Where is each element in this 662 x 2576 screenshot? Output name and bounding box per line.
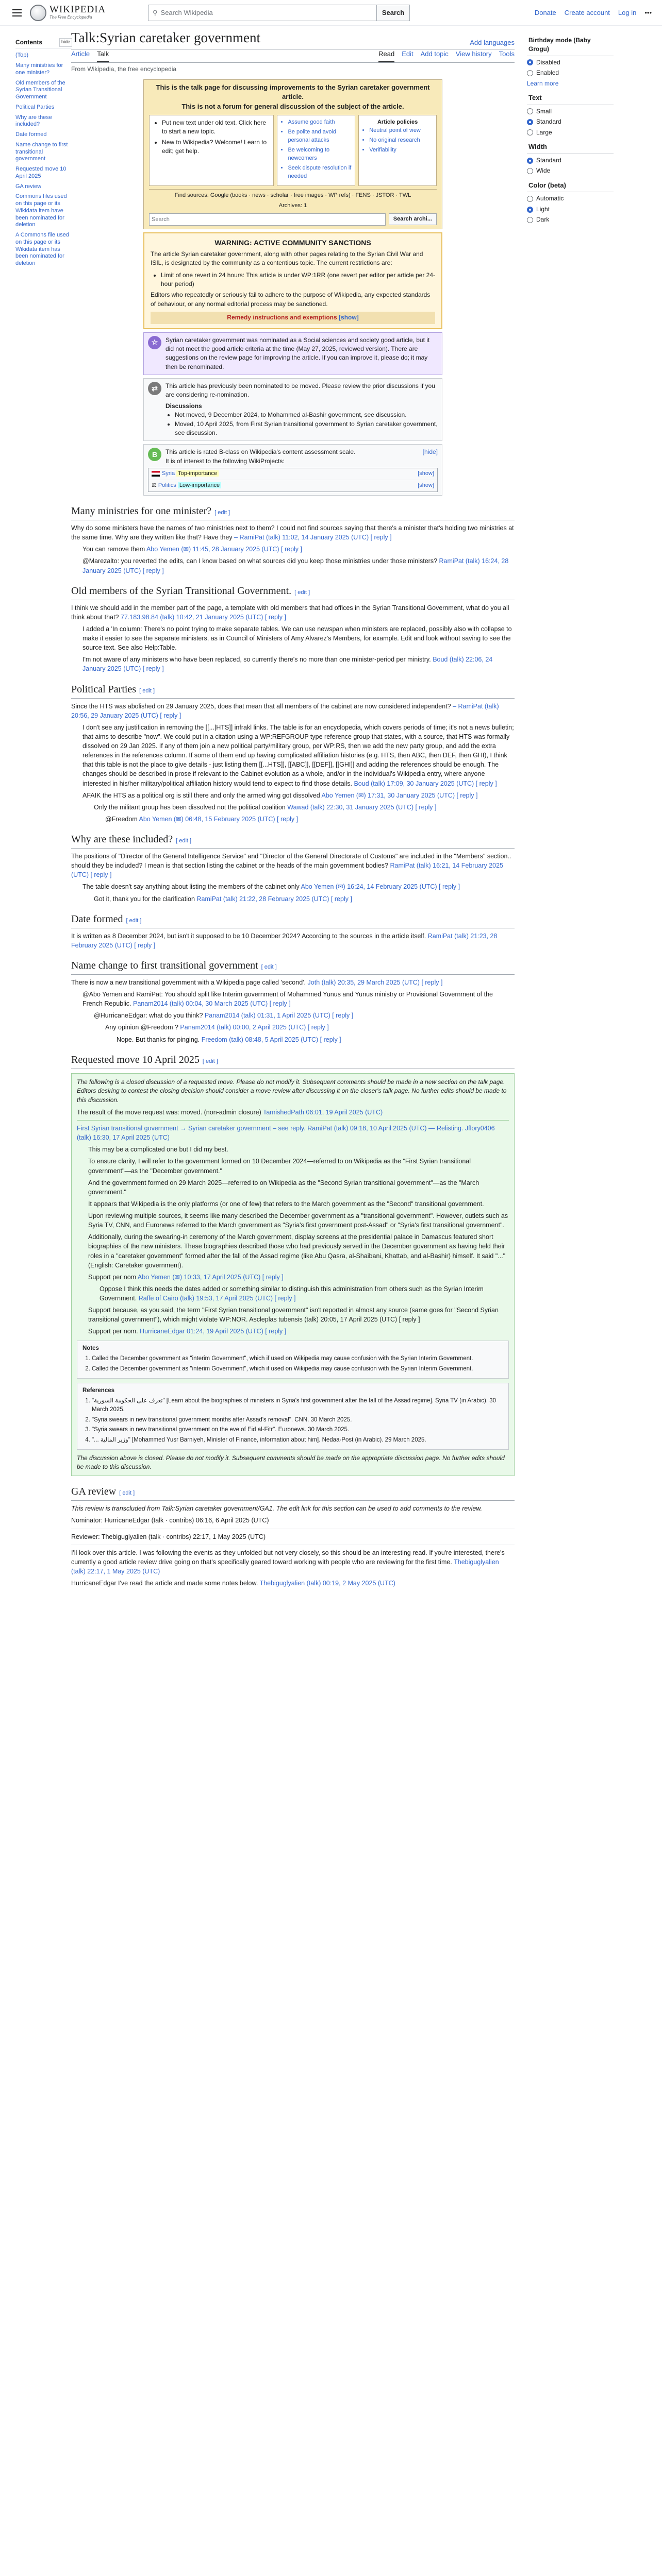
section-heading: Why are these included? [ edit ] <box>71 832 515 849</box>
comment: Nope. But thanks for pinging. Freedom (talk) 08:48, 5 April 2025 (UTC) [ reply ] <box>117 1036 341 1043</box>
comment: I'm not aware of any ministers who have been replaced, so currently there's no more than one minister-period per ministry. Boud (talk) 22:06, 24 January 2025 (UTC) [ reply ] <box>82 656 493 673</box>
toc-item[interactable]: Name change to first transitional government <box>15 141 68 162</box>
section-edit-link[interactable]: [ edit ] <box>202 1058 218 1064</box>
tab-tools[interactable]: Tools <box>499 50 515 58</box>
comment: Upon reviewing multiple sources, it seems like many described the December government as a "transitional government". However, outlets such as Syria TV, CNN, and Euronews referred to the March government as "Syria's first government post-Assad" or "Syria's first transitional government". <box>88 1212 508 1229</box>
comment-signature[interactable]: Abo Yemen (✉) 11:45, 28 January 2025 (UTC) [ reply ] <box>146 546 303 553</box>
toc-item[interactable]: Many ministries for one minister? <box>15 62 63 76</box>
comment: Why do some ministers have the names of two ministries next to them? I could not find sources saying that there's a minister that's holding two ministries at the same time. Why are they written like that? Have they – RamiPat (talk) 11:02, 14 January 2025 (UTC) [ reply ] <box>71 524 514 541</box>
archive-search-button[interactable]: Search archi... <box>389 213 437 226</box>
comment-signature[interactable]: RamiPat (talk) 16:21, 14 February 2025 (UTC) [ reply ] <box>71 862 504 879</box>
section-edit-link[interactable]: [ edit ] <box>119 1490 135 1497</box>
toc-item[interactable]: (Top) <box>15 52 29 59</box>
comment-signature[interactable]: Abo Yemen (✉) 10:33, 17 April 2025 (UTC) [ reply ] <box>137 1273 284 1281</box>
toc-item[interactable]: Political Parties <box>15 104 55 110</box>
page-subtitle: From Wikipedia, the free encyclopedia <box>71 65 177 73</box>
sanctions-box <box>143 232 442 329</box>
color-option[interactable]: Automatic <box>527 194 614 203</box>
birthday-option[interactable]: Disabled <box>527 58 614 67</box>
comment-signature[interactable]: RamiPat (talk) 21:22, 28 February 2025 (UTC) [ reply ] <box>196 895 352 903</box>
comment: It appears that Wikipedia is the only platforms (or one of few) that refers to the March government as the "Second" transitional government. <box>88 1200 484 1208</box>
comment-signature[interactable]: Abo Yemen (✉) 16:24, 14 February 2025 (UTC) [ reply ] <box>301 883 460 891</box>
reference-item[interactable]: 4. "... وزير المالية" [Mohammed Yusr Barniyeh, Minister of Finance, information about him]. Nedaa-Post (in Arabic). 29 March 2025. <box>92 1436 503 1445</box>
radio-icon <box>527 59 533 65</box>
comment: To ensure clarity, I will refer to the government formed on 10 December 2024—referred to on Wikipedia as the "First Syrian transitional government"—as the "December government." <box>88 1158 471 1175</box>
comment: The table doesn't say anything about listing the members of the cabinet only Abo Yemen (✉) 16:24, 14 February 2025 (UTC) [ reply ] <box>82 883 460 891</box>
main-menu-icon[interactable] <box>8 4 26 22</box>
toc-hide-button[interactable]: hide <box>59 38 72 47</box>
comment: HurricaneEdgar I've read the article and made some notes below. Thebiguglyalien (talk) 00:19, 2 May 2025 (UTC) <box>71 1580 395 1587</box>
search-button[interactable]: Search <box>377 5 410 21</box>
policy-item[interactable]: • Verifiability <box>369 146 433 155</box>
page-title-bar <box>71 27 515 49</box>
section-heading: Date formed [ edit ] <box>71 912 515 928</box>
color-option[interactable]: Light <box>527 205 614 214</box>
talk-header-guidance <box>149 115 274 186</box>
section-edit-link[interactable]: [ edit ] <box>294 589 310 596</box>
note-item: 2. Called the December government as "interim Government", which if used on Wikipedia may cause confusion with the Syrian Interim Government. <box>92 1365 503 1374</box>
new-topic-hint[interactable]: • Put new text under old text. Click here to start a new topic. <box>162 118 268 137</box>
tab-add-topic[interactable]: Add topic <box>420 50 449 58</box>
talk-header-title: This is the talk page for discussing improvements to the Syrian caretaker government article. This is not a forum for general discussion of the subject of the article. <box>156 83 430 111</box>
comment-signature[interactable]: HurricaneEdgar 01:24, 19 April 2025 (UTC) [ reply ] <box>140 1328 287 1335</box>
etiquette-item[interactable]: • Assume good faith <box>288 118 352 127</box>
section-edit-link[interactable]: [ edit ] <box>126 917 142 924</box>
section-heading: Old members of the Syrian Transitional Government. [ edit ] <box>71 584 515 600</box>
comment: Additionally, during the swearing-in ceremony of the March government, display screens at the presidential palace in Damascus featured short biographies of the new ministers. These biographies described those who had previously served in the December government as having held their roles in a "caretaker government" formed after the fall of the Assad regime (like Abu Qasra, al-Shaibani, Khattab, and al-Bashir) himself. It said "..." (English: Caretaker government). <box>88 1233 506 1269</box>
section-heading: Requested move 10 April 2025 [ edit ] <box>71 1053 515 1069</box>
comment: Only the militant group has been dissolved not the political coalition Wawad (talk) 22:30, 31 January 2025 (UTC) [ reply ] <box>94 803 437 811</box>
comment-signature[interactable]: Wawad (talk) 22:30, 31 January 2025 (UTC) [ reply ] <box>287 803 437 811</box>
page-title: Talk:Syrian caretaker government <box>71 30 260 45</box>
comment-signature[interactable]: RamiPat (talk) 21:23, 28 February 2025 (UTC) [ reply ] <box>71 932 498 949</box>
tab-read[interactable]: Read <box>378 49 394 62</box>
toc-item[interactable]: Requested move 10 April 2025 <box>15 166 67 179</box>
text-size-option[interactable]: Large <box>527 128 614 137</box>
section-heading: Political Parties [ edit ] <box>71 682 515 699</box>
comment: I'll look over this article. I was following the events as they unfolded but not very closely, so this should be an interesting read. If you're interested, there's currently a good article review drive going on that's specifically geared toward working with people who are reviewing for the first time. Thebiguglyalien (talk) 22:17, 1 May 2025 (UTC) <box>71 1549 505 1575</box>
tab-edit[interactable]: Edit <box>402 50 413 58</box>
comment: @Marezalto: you reverted the edits, can I know based on what sources did you keep those ministries under those ministers? RamiPat (talk) 16:24, 28 January 2025 (UTC) [ reply ] <box>82 557 509 574</box>
main-content <box>71 27 515 1590</box>
comment-signature[interactable]: Panam2014 (talk) 01:31, 1 April 2025 (UTC) [ reply ] <box>204 1012 354 1020</box>
move-proposal: First Syrian transitional government → Syrian caretaker government – see reply. RamiPat (talk) 09:18, 10 April 2025 (UTC) — Relisting. Jflory0406 (talk) 16:30, 17 April 2025 (UTC) <box>77 1125 495 1142</box>
tab-talk[interactable]: Talk <box>97 49 109 62</box>
comment: Oppose I think this needs the dates added or something similar to distinguish this administration from others such as the Syrian Interim Government. Raffe of Cairo (talk) 19:53, 17 April 2025 (UTC) [ reply ] <box>100 1285 484 1302</box>
reference-item[interactable]: 1. "تعرف على الحكومة السورية" [Learn about the biographies of ministers in Syria's first government after the fall of the Assad regime]. Syria TV (in Arabic). 30 March 2025. <box>92 1397 503 1414</box>
policy-item[interactable]: • No original research <box>369 137 433 145</box>
sanctions-note: Editors who repeatedly or seriously fail to adhere to the purpose of Wikipedia, any expected standards of behaviour, or any normal editorial process may be sanctioned. <box>151 291 431 308</box>
comment: @HurricaneEdgar: what do you think? Panam2014 (talk) 01:31, 1 April 2025 (UTC) [ reply ] <box>94 1012 354 1020</box>
text-size-option[interactable]: Small <box>527 107 614 116</box>
section-heading: Many ministries for one minister? [ edit ] <box>71 504 515 520</box>
comment: Support per nom Abo Yemen (✉) 10:33, 17 April 2025 (UTC) [ reply ] <box>88 1273 284 1281</box>
remedy-toggle[interactable]: Remedy instructions and exemptions [show] <box>151 312 435 324</box>
section-edit-link[interactable]: [ edit ] <box>261 963 277 970</box>
comment: It is written as 8 December 2024, but isn't it supposed to be 10 December 2024? According to the sources in the article itself. RamiPat (talk) 21:23, 28 February 2025 (UTC) [ reply ] <box>71 932 498 949</box>
sanctions-intro: The article Syrian caretaker government, along with other pages relating to the Syrian Civil War and ISIL, is designated by the community as a contentious topic. The current restrictions are: <box>151 250 423 267</box>
width-option[interactable]: Wide <box>527 166 614 175</box>
previous-moves-box: ⇄ This article has previously been nominated to be moved. Please review the prior discussions if you are considering re-nomination. Discussions • Not moved, 9 December 2024, to Mohammed al-Bashir government, see discussion. • Moved, 10 April 2025, from First Syrian transitional government to Syrian caretaker government, see discussion. <box>143 378 442 441</box>
comment: Support per nom. HurricaneEdgar 01:24, 19 April 2025 (UTC) [ reply ] <box>88 1328 287 1335</box>
comment: Got it, thank you for the clarification RamiPat (talk) 21:22, 28 February 2025 (UTC) [ reply ] <box>94 895 352 903</box>
policy-item[interactable]: • Neutral point of view <box>369 127 433 135</box>
archive-search <box>149 213 437 226</box>
rating-hide-button[interactable]: [hide] <box>422 448 438 456</box>
comment-signature[interactable]: Abo Yemen (✉) 06:48, 15 February 2025 (UTC) [ reply ] <box>139 815 299 823</box>
talk-header-box <box>143 79 442 229</box>
wikiproject-row: ⚖ Politics Low-importance [show] <box>148 480 437 492</box>
rating-box: B This article is rated B-class on Wikipedia's content assessment scale. It is of interest to the following WikiProjects: [hide] Syria Top-importance [show] ⚖ Politics Low-importance [show] <box>143 444 442 496</box>
section-edit-link[interactable]: [ edit ] <box>139 687 155 694</box>
wikipedia-logo[interactable] <box>30 5 106 21</box>
personal-tools <box>535 8 652 18</box>
talk-header-etiquette <box>277 115 355 186</box>
note-item: 1. Called the December government as "interim Government", which if used on Wikipedia may cause confusion with the Syrian Interim Government. <box>92 1354 503 1363</box>
comment-signature[interactable]: – RamiPat (talk) 11:02, 14 January 2025 (UTC) [ reply ] <box>234 534 392 541</box>
wikiproject-show-button[interactable]: [show] <box>418 482 434 489</box>
comment: You can remove them Abo Yemen (✉) 11:45, 28 January 2025 (UTC) [ reply ] <box>82 546 303 553</box>
archive-search-input[interactable]: Search <box>149 213 386 226</box>
color-title: Color (beta) <box>527 181 614 193</box>
talk-header-policies: Article policies • Neutral point of view • No original research • Verifiability <box>358 115 437 186</box>
comment-signature[interactable]: – RamiPat (talk) 20:56, 29 January 2025 (UTC) [ reply ] <box>71 702 499 719</box>
wikiproject-show-button[interactable]: [show] <box>418 470 434 477</box>
comment-signature[interactable]: Abo Yemen (✉) 17:31, 30 January 2025 (UTC) [ reply ] <box>321 791 478 799</box>
donate-link[interactable]: Donate <box>534 9 556 16</box>
b-class-icon: B <box>148 448 161 461</box>
section-heading: GA review [ edit ] <box>71 1484 515 1501</box>
section-edit-link[interactable]: [ edit ] <box>214 510 230 516</box>
comment: I don't see any justification in removing the [[...|HTS]] infrakl links. The table is for an encyclopedia, which covers periods of time; it's not a news bulletin; that aims to describe "now". We could put in a citation using a WP:REFGROUP type reference group that states, with a source, that HTS was formally dissolved on 29 Jan 2025. If any of them join a new political party/military group, per WP:RS, then we add the new party group, and add the extra references in the references column. If some of them end up having complicated affiliation histories (e.g. HTS, then ABC, then DEF, then GHI), I think that this table is not the place to give details - just listing them [[...HTS]], [[ABC]], [[DEF]], [[GHI]] and adding the references should be enough. The changes should be described in prose if relevant to the Cabinet evolution as a whole, and/or in the individual's Wikipedia entry, where anyone interested in his/her military/political affiliation history would tend to expect to find those details. Boud (talk) 17:09, 30 January 2025 (UTC) [ reply ] <box>82 723 514 787</box>
closed-footer: The discussion above is closed. Please do not modify it. Subsequent comments should be made on the appropriate discussion page. No further edits should be made to this discussion. <box>77 1454 505 1470</box>
move-entry: • Moved, 10 April 2025, from First Syrian transitional government to Syrian caretaker government, see discussion. <box>175 420 438 438</box>
toc-header: Contents hide <box>15 38 72 49</box>
toc-item[interactable]: Why are these included? <box>15 114 52 128</box>
comment: Since the HTS was abolished on 29 January 2025, does that mean that all members of the cabinet are now considered independent? – RamiPat (talk) 20:56, 29 January 2025 (UTC) [ reply ] <box>71 702 499 719</box>
comment: Any opinion @Freedom ? Panam2014 (talk) 00:00, 2 April 2025 (UTC) [ reply ] <box>105 1024 329 1031</box>
reference-item[interactable]: 2. "Syria swears in new transitional government months after Assad's removal". CNN. 30 March 2025. <box>92 1416 503 1425</box>
politics-icon: ⚖ <box>152 482 158 489</box>
comment: There is now a new transitional government with a Wikipedia page called 'second'. Joth (talk) 20:35, 29 March 2025 (UTC) [ reply ] <box>71 978 443 986</box>
text-size-option[interactable]: Standard <box>527 117 614 126</box>
toc-item[interactable]: Old members of the Syrian Transitional Government <box>15 79 65 100</box>
welcome-hint[interactable]: • New to Wikipedia? Welcome! Learn to edit; get help. <box>162 138 268 156</box>
move-entry: • Not moved, 9 December 2024, to Mohammed al-Bashir government, see discussion. <box>175 411 438 419</box>
width-option[interactable]: Standard <box>527 156 614 165</box>
site-header <box>0 0 662 26</box>
comment: AFAIK the HTS as a political org is still there and only the armed wing got dissolved Abo Yemen (✉) 17:31, 30 January 2025 (UTC) [ reply ] <box>82 791 478 799</box>
comment: I added a 'In column: There's no point trying to make separate tables. We can use newspan when ministers are replaced, possibly also with collapse to make it easier to see the separate ministers, as in Council of Ministers of Amy Alvarez's Members, for example. Edit and look without saving to see the source text. See also Help:Table. <box>82 625 512 652</box>
ga-nominated-box: ☆ Syrian caretaker government was nominated as a Social sciences and society good article, but it did not meet the good article criteria at the time (May 27, 2025, reviewed version). There are suggestions on the review page for improving the article. If you can improve it, please do; it may then be renominated. <box>143 332 442 376</box>
ga-intro: This review is transcluded from Talk:Syrian caretaker government/GA1. The edit link for this section can be used to add comments to the review. <box>71 1505 483 1513</box>
archives-link[interactable]: Archives: 1 <box>278 202 307 209</box>
create-account-link[interactable]: Create account <box>564 9 610 16</box>
syria-flag-icon <box>152 471 160 477</box>
birthday-title: Birthday mode (Baby Grogu) <box>527 36 614 56</box>
etiquette-item[interactable]: • Seek dispute resolution if needed <box>288 164 352 181</box>
width-title: Width <box>527 142 614 154</box>
radio-icon <box>527 108 533 114</box>
wordmark: WIKIPEDIA <box>49 4 106 15</box>
login-link[interactable]: Log in <box>618 9 637 16</box>
tab-article[interactable]: Article <box>71 50 90 58</box>
move-result: The result of the move request was: moved. (non-admin closure) TarnishedPath 06:01, 19 April 2025 (UTC) <box>77 1108 383 1116</box>
ga-icon: ☆ <box>148 336 161 349</box>
toc-item[interactable]: GA review <box>15 183 42 190</box>
comment: And the government formed on 29 March 2025—referred to on Wikipedia as the "Second Syrian transitional government"—as the "March government." <box>88 1179 479 1196</box>
toc-item[interactable]: A Commons file used on this page or its Wikidata item has been nominated for deletion <box>15 232 69 267</box>
more-icon[interactable]: ••• <box>644 9 652 16</box>
etiquette-item[interactable]: • Be welcoming to newcomers <box>288 146 352 163</box>
comment: The positions of "Director of the General Intelligence Service" and "Director of the General Directorate of Customs" are included in the "Members" section.. should they be included? I mean is that section listing the cabinet or the heads of the main government bodies? RamiPat (talk) 16:21, 14 February 2025 (UTC) [ reply ] <box>71 853 511 879</box>
radio-icon <box>527 119 533 125</box>
comment-signature[interactable]: 77.183.98.84 (talk) 10:42, 21 January 2025 (UTC) [ reply ] <box>120 613 286 621</box>
comment: @Abo Yemen and RamiPat: You should split like Interim government of Mohammed Yunus and Yunus ministry or Provisional Government of the French Republic. Panam2014 (talk) 00:04, 30 March 2025 (UTC) [ reply ] <box>82 991 493 1008</box>
etiquette-item[interactable]: • Be polite and avoid personal attacks <box>288 128 352 145</box>
section-heading: Name change to first transitional government [ edit ] <box>71 958 515 975</box>
learn-more-link[interactable]: Learn more <box>527 79 559 87</box>
radio-icon <box>527 70 533 76</box>
appearance-panel <box>527 31 614 226</box>
discussion-sections <box>71 504 515 1044</box>
comment-signature[interactable]: Freedom (talk) 08:48, 5 April 2025 (UTC) [ reply ] <box>201 1036 341 1043</box>
comment-signature[interactable]: Raffe of Cairo (talk) 19:53, 17 April 2025 (UTC) [ reply ] <box>138 1295 296 1302</box>
comment: @Freedom Abo Yemen (✉) 06:48, 15 February 2025 (UTC) [ reply ] <box>105 815 299 823</box>
comment-signature[interactable]: RamiPat (talk) 16:24, 28 January 2025 (UTC) [ reply ] <box>82 557 509 574</box>
sanctions-rule: • Limit of one revert in 24 hours: This article is under WP:1RR (one revert per editor per article per 24-hour period) <box>161 271 435 289</box>
sanctions-title: WARNING: ACTIVE COMMUNITY SANCTIONS <box>214 238 371 247</box>
birthday-option[interactable]: Enabled <box>527 69 614 77</box>
comment-signature[interactable]: Boud (talk) 17:09, 30 January 2025 (UTC) [ reply ] <box>354 779 497 787</box>
search-bar <box>148 5 410 21</box>
references-box: References 1. "تعرف على الحكومة السورية" [Learn about the biographies of ministers in Syria's first government after the fall of the Assad regime]. Syria TV (in Arabic). 30 March 2025. 2. "Syria swears in new transitional government months after Assad's removal". CNN. 30 March 2025. 3. "Syria swears in new transitional government on the eve of Eid al-Fitr". Euronews. 30 March 2025. 4. "... وزير المالية" [Mohammed Yusr Barniyeh, Minister of Finance, information about him]. Nedaa-Post (in Arabic). 29 March 2025. <box>77 1383 509 1450</box>
reference-item[interactable]: 3. "Syria swears in new transitional government on the eve of Eid al-Fitr". Euronews. 30 March 2025. <box>92 1426 503 1434</box>
move-comments <box>77 1145 509 1336</box>
closed-discussion <box>71 1073 515 1477</box>
radio-icon <box>527 129 533 135</box>
table-of-contents <box>15 38 72 270</box>
comment-signature[interactable]: Boud (talk) 22:06, 24 January 2025 (UTC) [ reply ] <box>82 656 493 673</box>
radio-icon <box>527 168 533 174</box>
tagline: The Free Encyclopedia <box>49 15 92 20</box>
radio-icon <box>527 196 533 202</box>
notes-box: Notes 1. Called the December government as "interim Government", which if used on Wikipedia may cause confusion with the Syrian Interim Government. 2. Called the December government as "interim Government", which if used on Wikipedia may cause confusion with the Syrian Interim Government. <box>77 1341 509 1379</box>
ga-reviewer: Reviewer: Thebiguglyalien (talk · contribs) 22:17, 1 May 2025 (UTC) <box>71 1533 266 1540</box>
color-option[interactable]: Dark <box>527 215 614 224</box>
radio-icon <box>527 207 533 213</box>
globe-icon <box>30 5 46 21</box>
text-size-title: Text <box>527 93 614 105</box>
toc-item[interactable]: Commons files used on this page or its Wikidata item have been nominated for deletion <box>15 193 67 228</box>
closed-notice: The following is a closed discussion of a requested move. Please do not modify it. Subsequent comments should be made in a new section on the talk page. Editors desiring to contest the closing decision should consider a move review after discussing it on the closer's talk page. No further edits should be made to this discussion. <box>77 1078 507 1104</box>
toc-item[interactable]: Date formed <box>15 131 47 138</box>
comment-signature[interactable]: Panam2014 (talk) 00:00, 2 April 2025 (UTC) [ reply ] <box>180 1024 329 1031</box>
section-edit-link[interactable]: [ edit ] <box>176 838 192 844</box>
comment: Support because, as you said, the term "First Syrian transitional government" isn't reported in almost any source (same goes for "Second Syrian transitional government"), which might violate WP:NOR. Ascleplas tubensis (talk) 20:05, 17 April 2025 (UTC) [ reply ] <box>88 1307 499 1324</box>
radio-icon <box>527 217 533 223</box>
comment: I think we should add in the member part of the page, a template with old members that had offices in the Syrian Transitional Government, what do you all think about that? 77.183.98.84 (talk) 10:42, 21 January 2025 (UTC) [ reply ] <box>71 604 509 621</box>
tab-history[interactable]: View history <box>455 50 492 58</box>
comment-signature[interactable]: Joth (talk) 20:35, 29 March 2025 (UTC) [ reply ] <box>307 978 443 986</box>
search-input[interactable]: ⚲ Search Wikipedia <box>148 5 377 21</box>
radio-icon <box>527 158 533 164</box>
comment-signature[interactable]: Panam2014 (talk) 00:04, 30 March 2025 (UTC) [ reply ] <box>133 1000 291 1008</box>
ga-nominator: Nominator: HurricaneEdgar (talk · contribs) 06:16, 6 April 2025 (UTC) <box>71 1517 269 1524</box>
add-languages-button[interactable]: Add languages <box>470 39 515 47</box>
move-icon: ⇄ <box>148 382 161 395</box>
page-tabs <box>71 49 515 63</box>
wikiproject-row: Syria Top-importance [show] <box>148 468 437 480</box>
wikiproject-list <box>148 468 438 492</box>
search-icon: ⚲ <box>153 8 158 16</box>
find-sources[interactable]: Find sources: Google (books · news · scholar · free images · WP refs) · FENS · JSTOR · TWL <box>149 189 437 202</box>
comment: This may be a complicated one but I did my best. <box>88 1146 228 1154</box>
